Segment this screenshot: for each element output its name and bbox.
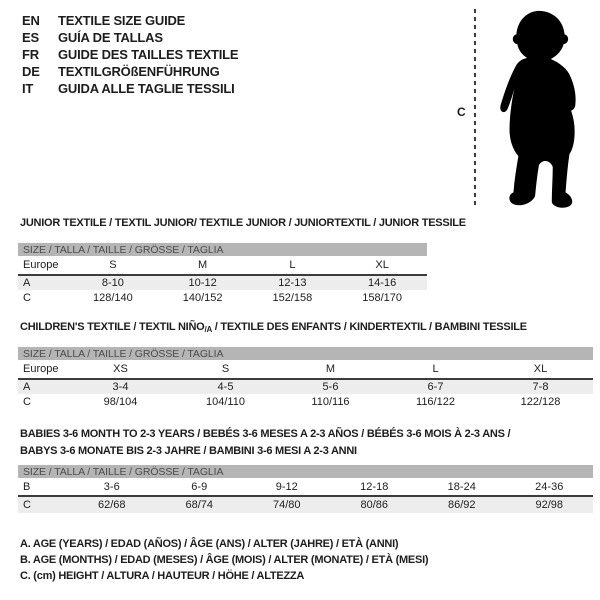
language-code: IT	[22, 81, 34, 96]
size-value-cell: 158/170	[362, 291, 402, 304]
table-rows	[18, 256, 427, 305]
height-measure-line	[474, 9, 476, 208]
table-row	[18, 478, 593, 497]
row-label: B	[23, 480, 31, 493]
language-title: GUIDA ALLE TAGLIE TESSILI	[58, 81, 235, 96]
size-value-cell: 74/80	[272, 499, 301, 511]
row-label: A	[23, 277, 31, 289]
size-value-cell: 6-9	[191, 480, 208, 493]
size-value-cell: XL	[533, 363, 548, 375]
table-row	[18, 394, 593, 409]
size-value-cell: 116/122	[416, 395, 455, 408]
title-text: CHILDREN'S TEXTILE / TEXTIL NIÑO	[20, 321, 205, 333]
size-value-cell: S	[221, 363, 230, 375]
table-rows	[18, 478, 593, 513]
table-row	[18, 380, 593, 394]
language-row	[22, 63, 238, 80]
size-value-cell: 80/86	[360, 499, 389, 511]
size-value-cell: 18-24	[447, 480, 476, 493]
size-value-cell: 110/116	[311, 395, 350, 408]
title-subscript: /A	[204, 325, 212, 334]
children-section-title	[20, 321, 527, 334]
language-list	[22, 12, 238, 97]
title-text: / TEXTILE DES ENFANTS / KINDERTEXTIL / BAMBINI TESSILE	[211, 321, 527, 333]
size-value-cell: L	[289, 259, 296, 271]
row-label: Europe	[23, 259, 59, 271]
table-row	[18, 256, 427, 276]
size-header-bar: SIZE / TALLA / TAILLE / GRÖSSE / TAGLIA	[18, 347, 593, 360]
size-value-cell: 3-6	[103, 480, 120, 493]
language-title: GUÍA DE TALLAS	[58, 30, 163, 45]
size-value-cell: 3-4	[112, 381, 129, 393]
size-header-bar: SIZE / TALLA / TAILLE / GRÖSSE / TAGLIA	[18, 465, 593, 478]
title-line: BABYS 3-6 MONATE BIS 2-3 JAHRE / BAMBINI 3-6 MESI A 2-3 ANNI	[20, 445, 357, 457]
size-value-cell: 12-18	[360, 480, 389, 493]
language-title: TEXTILGRÖßENFÜHRUNG	[58, 64, 220, 79]
language-code: FR	[22, 47, 39, 62]
row-label: C	[23, 499, 31, 511]
language-code: EN	[22, 13, 40, 28]
junior-section-title: JUNIOR TEXTILE / TEXTIL JUNIOR/ TEXTILE JUNIOR / JUNIORTEXTIL / JUNIOR TESSILE	[20, 217, 466, 229]
size-value-cell: 14-16	[368, 277, 397, 289]
language-row	[22, 12, 238, 29]
size-value-cell: 24-36	[535, 480, 564, 493]
size-value-cell: 68/74	[185, 499, 214, 511]
row-label: C	[23, 291, 31, 304]
toddler-silhouette-icon	[482, 5, 596, 211]
size-value-cell: L	[432, 363, 439, 375]
size-value-cell: 140/152	[182, 291, 223, 304]
language-code: ES	[22, 30, 39, 45]
size-value-cell: 152/158	[272, 291, 313, 304]
size-header-bar: SIZE / TALLA / TAILLE / GRÖSSE / TAGLIA	[18, 243, 427, 256]
children-size-table	[18, 347, 593, 409]
size-value-cell: 98/104	[103, 395, 138, 408]
language-code: DE	[22, 64, 40, 79]
table-rows	[18, 360, 593, 409]
table-row	[18, 276, 427, 290]
table-row	[18, 497, 593, 513]
size-value-cell: 5-6	[322, 381, 339, 393]
footnote-line: C. (cm) HEIGHT / ALTURA / HAUTEUR / HÖHE / ALTEZZA	[20, 570, 305, 582]
babies-size-table	[18, 465, 593, 513]
size-value-cell: 8-10	[101, 277, 124, 289]
language-row	[22, 80, 238, 97]
language-row	[22, 46, 238, 63]
size-value-cell: 104/110	[206, 395, 245, 408]
size-value-cell: 9-12	[275, 480, 298, 493]
row-label: A	[23, 381, 31, 393]
junior-size-table	[18, 243, 427, 305]
footnote-line: B. AGE (MONTHS) / EDAD (MESES) / ÂGE (MOIS) / ALTER (MONATE) / ETÀ (MESI)	[20, 554, 429, 566]
babies-section-title	[20, 426, 510, 460]
size-value-cell: 86/92	[447, 499, 476, 511]
row-label: Europe	[23, 363, 59, 375]
size-value-cell: S	[109, 259, 117, 271]
language-row	[22, 29, 238, 46]
size-value-cell: 4-5	[217, 381, 234, 393]
size-value-cell: 128/140	[92, 291, 133, 304]
footnote-line: A. AGE (YEARS) / EDAD (AÑOS) / ÂGE (ANS) / ALTER (JAHRE) / ETÀ (ANNI)	[20, 538, 399, 550]
height-measure-label: C	[457, 105, 466, 119]
table-row	[18, 290, 427, 305]
size-value-cell: 92/98	[535, 499, 564, 511]
size-value-cell: 12-13	[278, 277, 307, 289]
size-value-cell: M	[325, 363, 336, 375]
table-row	[18, 360, 593, 380]
size-value-cell: 122/128	[520, 395, 561, 408]
size-value-cell: 10-12	[188, 277, 217, 289]
size-value-cell: 7-8	[532, 381, 549, 393]
footnotes	[20, 536, 428, 584]
size-value-cell: 62/68	[97, 499, 126, 511]
language-title: GUIDE DES TAILLES TEXTILE	[58, 47, 239, 62]
row-label: C	[23, 395, 31, 408]
size-value-cell: XL	[375, 259, 389, 271]
language-title: TEXTILE SIZE GUIDE	[58, 13, 186, 28]
title-line: BABIES 3-6 MONTH TO 2-3 YEARS / BEBÉS 3-6 MESES A 2-3 AÑOS / BÉBÉS 3-6 MOIS À 2-3 ANS /	[20, 428, 511, 440]
size-value-cell: XS	[113, 363, 128, 375]
size-value-cell: 6-7	[427, 381, 444, 393]
size-value-cell: M	[198, 259, 208, 271]
